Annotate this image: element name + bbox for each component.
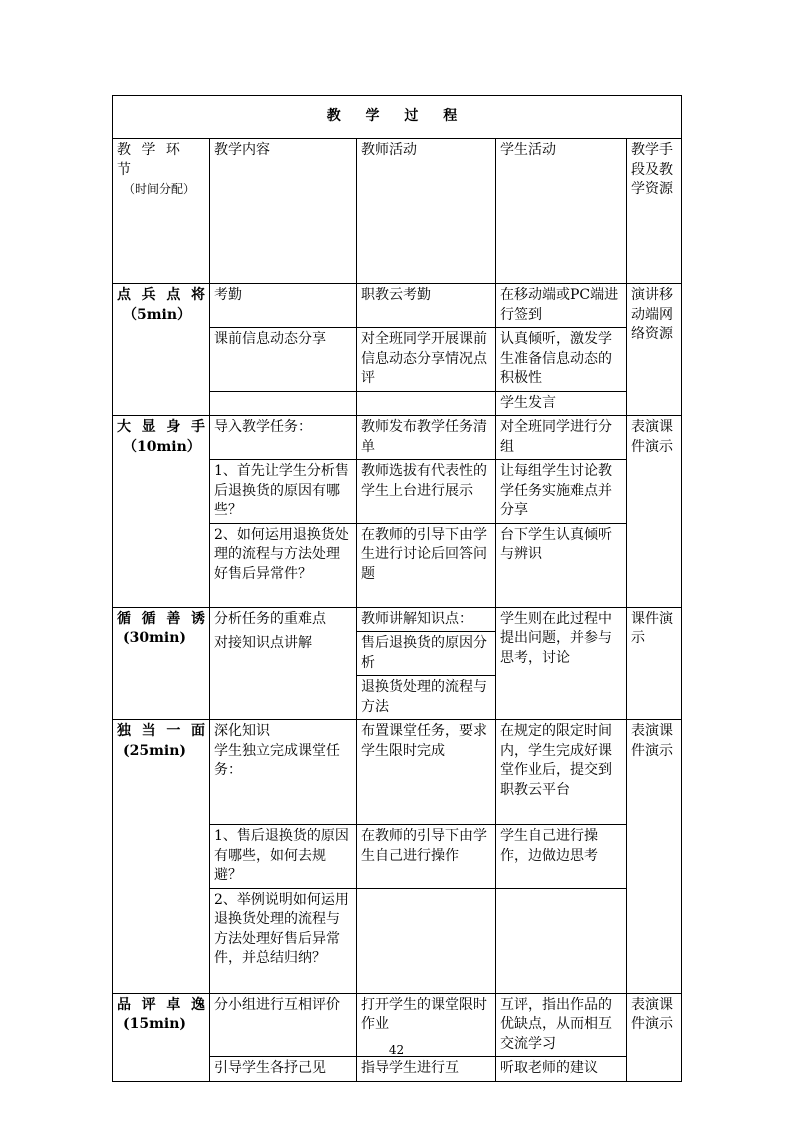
resource-cell: 表演课件演示 xyxy=(627,993,682,1081)
header-student: 学生活动 xyxy=(496,139,627,284)
resource-cell: 课件演示 xyxy=(627,607,682,720)
teacher-cell: 退换货处理的流程与方法 xyxy=(357,676,496,720)
student-cell: 台下学生认真倾听与辨识 xyxy=(496,523,627,607)
stage-cell xyxy=(113,284,210,416)
resource-cell: 表演课件演示 xyxy=(627,720,682,994)
content-cell: 对接知识点讲解 xyxy=(210,632,357,720)
teacher-cell xyxy=(357,391,496,416)
content-cell: 课前信息动态分享 xyxy=(210,328,357,392)
header-stage xyxy=(113,139,210,284)
student-cell: 互评，指出作品的优缺点，从而相互交流学习 xyxy=(496,993,627,1057)
stage-time: (30min) xyxy=(123,630,187,646)
stage-time: （10min） xyxy=(123,438,201,455)
teacher-cell: 职教云考勤 xyxy=(357,284,496,328)
teacher-cell: 打开学生的课堂限时作业 xyxy=(357,993,496,1057)
content-cell xyxy=(210,720,357,825)
table-title: 教 学 过 程 xyxy=(113,96,682,139)
student-cell: 学生则在此过程中提出问题，并参与思考，讨论 xyxy=(496,607,627,720)
content-line: 深化知识 xyxy=(214,723,270,739)
stage-name: 点兵点将 xyxy=(117,287,205,303)
student-cell: 认真倾听，激发学生准备信息动态的积极性 xyxy=(496,328,627,392)
content-cell: 引导学生各抒己见 xyxy=(210,1057,357,1082)
resource-cell: 表演课件演示 xyxy=(627,416,682,608)
student-cell: 对全班同学进行分组 xyxy=(496,416,627,460)
teacher-cell: 在教师的引导下由学生进行讨论后回答问题 xyxy=(357,523,496,607)
content-cell: 2、如何运用退换货处理的流程与方法处理好售后异常件？ xyxy=(210,523,357,607)
header-content: 教学内容 xyxy=(210,139,357,284)
student-cell: 让每组学生讨论教学任务实施难点并分享 xyxy=(496,460,627,524)
teacher-cell: 布置课堂任务，要求学生限时完成 xyxy=(357,720,496,825)
teacher-cell: 教师选拔有代表性的学生上台进行展示 xyxy=(357,460,496,524)
content-cell: 分析任务的重难点 xyxy=(210,607,357,632)
stage-time: (25min) xyxy=(123,742,187,759)
header-resources: 教学手段及教学资源 xyxy=(627,139,682,284)
student-cell: 听取老师的建议 xyxy=(496,1057,627,1082)
header-stage-sub: （时间分配） xyxy=(123,182,196,196)
teacher-cell xyxy=(357,888,496,993)
content-cell: 分小组进行互相评价 xyxy=(210,993,357,1057)
content-line: 学生独立完成课堂任务： xyxy=(214,742,340,778)
stage-cell xyxy=(113,607,210,720)
header-teacher: 教师活动 xyxy=(357,139,496,284)
stage-name: 大显身手 xyxy=(117,419,205,435)
teacher-cell: 对全班同学开展课前信息动态分享情况点评 xyxy=(357,328,496,392)
stage-time: （5min） xyxy=(123,306,192,323)
lesson-process-table xyxy=(112,95,682,1082)
page-number: 42 xyxy=(388,1043,405,1057)
teacher-cell: 售后退换货的原因分析 xyxy=(357,632,496,676)
student-cell: 学生发言 xyxy=(496,391,627,416)
student-cell: 在移动端或PC端进行签到 xyxy=(496,284,627,328)
content-cell xyxy=(210,391,357,416)
teacher-cell: 指导学生进行互 xyxy=(357,1057,496,1082)
resource-cell: 演讲移动端网络资源 xyxy=(627,284,682,416)
student-cell: 在规定的限定时间内，学生完成好课堂作业后，提交到职教云平台 xyxy=(496,720,627,825)
stage-name: 循循善诱 xyxy=(117,610,205,627)
teacher-cell: 在教师的引导下由学生自己进行操作 xyxy=(357,825,496,889)
content-cell: 2、举例说明如何运用退换货处理的流程与方法处理好售后异常件，并总结归纳？ xyxy=(210,888,357,993)
student-cell: 学生自己进行操作，边做边思考 xyxy=(496,825,627,889)
stage-cell xyxy=(113,993,210,1081)
teacher-cell: 教师讲解知识点： xyxy=(357,607,496,632)
content-cell: 1、售后退换货的原因有哪些，如何去规避？ xyxy=(210,825,357,889)
stage-name: 品评卓逸 xyxy=(117,996,205,1013)
stage-name: 独当一面 xyxy=(117,723,205,739)
stage-time: (15min) xyxy=(123,1016,187,1032)
student-cell xyxy=(496,888,627,993)
content-cell: 考勤 xyxy=(210,284,357,328)
content-cell: 导入教学任务： xyxy=(210,416,357,460)
teacher-cell: 教师发布教学任务清单 xyxy=(357,416,496,460)
header-stage-name: 教 学 环 节 xyxy=(117,142,183,178)
stage-cell xyxy=(113,416,210,608)
stage-cell xyxy=(113,720,210,994)
content-cell: 1、首先让学生分析售后退换货的原因有哪些？ xyxy=(210,460,357,524)
